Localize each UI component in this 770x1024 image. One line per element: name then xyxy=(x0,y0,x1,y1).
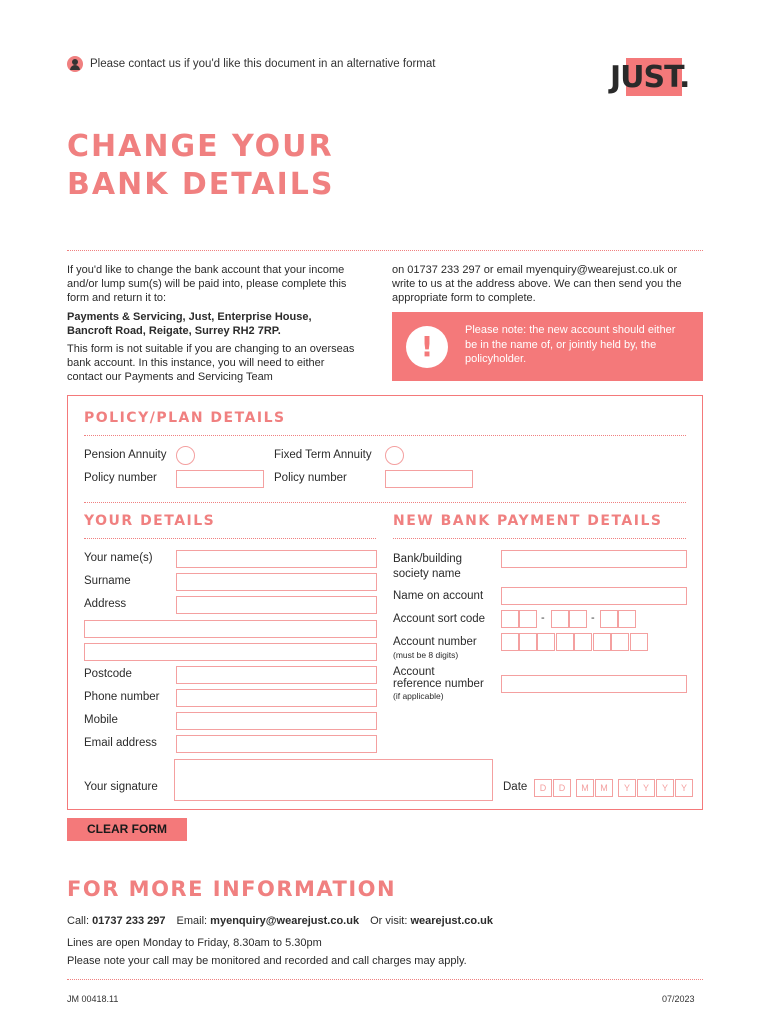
document-date: 07/2023 xyxy=(662,994,695,1004)
fixed-term-annuity-radio[interactable] xyxy=(385,446,404,465)
surname-field[interactable] xyxy=(176,573,377,591)
mobile-label: Mobile xyxy=(84,714,118,726)
policy-section-title: POLICY/PLAN DETAILS xyxy=(84,410,286,426)
account-number-digit[interactable] xyxy=(537,633,555,651)
date-digit[interactable]: Y xyxy=(637,779,655,797)
notice-text: Please contact us if you'd like this document in an alternative format xyxy=(90,58,436,70)
sort-code-digit[interactable] xyxy=(600,610,618,628)
phone-label: Phone number xyxy=(84,691,160,703)
account-number-digit[interactable] xyxy=(519,633,537,651)
contact-line: Call: 01737 233 297 Email: myenquiry@wearejust.co.uk Or visit: wearejust.co.uk xyxy=(67,915,494,927)
account-number-digit[interactable] xyxy=(556,633,574,651)
signature-label: Your signature xyxy=(84,781,158,793)
pension-annuity-radio[interactable] xyxy=(176,446,195,465)
pension-annuity-label: Pension Annuity xyxy=(84,449,167,461)
account-name-label: Name on account xyxy=(393,590,484,602)
address-line3-field[interactable] xyxy=(84,643,377,661)
date-digit[interactable]: M xyxy=(576,779,594,797)
note-text: Please note: the new account should either be in the name of, or jointly held by, the policyholder. xyxy=(465,324,676,365)
date-digit[interactable]: M xyxy=(595,779,613,797)
page-title: CHANGE YOUR BANK DETAILS xyxy=(67,129,335,202)
divider xyxy=(67,979,703,980)
email-link[interactable]: myenquiry@wearejust.co.uk xyxy=(210,915,360,927)
account-number-digit[interactable] xyxy=(574,633,592,651)
signature-field[interactable] xyxy=(174,759,493,801)
more-info-title: FOR MORE INFORMATION xyxy=(67,877,397,901)
your-names-field[interactable] xyxy=(176,550,377,568)
surname-label: Surname xyxy=(84,575,131,587)
account-number-hint: (must be 8 digits) xyxy=(393,650,459,660)
reference-label: Account reference number xyxy=(393,666,484,690)
divider xyxy=(84,502,686,503)
postcode-label: Postcode xyxy=(84,668,132,680)
return-address: Payments & Servicing, Just, Enterprise House, Bancroft Road, Reigate, Surrey RH2 7RP. xyxy=(67,311,312,337)
divider xyxy=(84,538,376,539)
sort-code-label: Account sort code xyxy=(393,613,486,625)
exclamation-icon: ! xyxy=(406,326,448,368)
email-label: Email address xyxy=(84,737,157,749)
fixed-term-policy-number-field[interactable] xyxy=(385,470,473,488)
date-label: Date xyxy=(503,781,528,793)
postcode-field[interactable] xyxy=(176,666,377,684)
sort-code-digit[interactable] xyxy=(501,610,519,628)
fixed-term-annuity-label: Fixed Term Annuity xyxy=(274,449,372,461)
website-link[interactable]: wearejust.co.uk xyxy=(410,915,494,927)
account-number-digit[interactable] xyxy=(630,633,648,651)
account-number-digit[interactable] xyxy=(611,633,629,651)
alternative-format-notice xyxy=(67,56,435,72)
sort-code-digit[interactable] xyxy=(519,610,537,628)
account-number-digit[interactable] xyxy=(593,633,611,651)
address-line2-field[interactable] xyxy=(84,620,377,638)
policyholder-note xyxy=(392,312,703,381)
just-logo: JUST. xyxy=(610,60,690,95)
overseas-paragraph: This form is not suitable if you are changing to an overseas bank account. In this instance, you will need to either contact our Payments and Servicing Team xyxy=(67,343,355,383)
reference-hint: (if applicable) xyxy=(393,691,444,701)
bank-details-title: NEW BANK PAYMENT DETAILS xyxy=(393,513,663,529)
sort-code-digit[interactable] xyxy=(618,610,636,628)
person-icon xyxy=(67,56,83,72)
mobile-field[interactable] xyxy=(176,712,377,730)
account-number-label: Account number xyxy=(393,636,477,648)
pension-policy-number-field[interactable] xyxy=(176,470,264,488)
opening-hours: Lines are open Monday to Friday, 8.30am to 5.30pm xyxy=(67,937,322,949)
phone-number: 01737 233 297 xyxy=(92,915,166,927)
intro-paragraph: If you'd like to change the bank account that your income and/or lump sum(s) will be paid into, please complete this form and return it to: xyxy=(67,264,347,304)
policy-number-label: Policy number xyxy=(84,472,157,484)
account-number-field xyxy=(501,633,649,652)
date-digit[interactable]: Y xyxy=(675,779,693,797)
account-name-field[interactable] xyxy=(501,587,687,605)
date-digit[interactable]: Y xyxy=(656,779,674,797)
date-digit[interactable]: Y xyxy=(618,779,636,797)
call-recording-notice: Please note your call may be monitored and recorded and call charges may apply. xyxy=(67,955,467,967)
document-code: JM 00418.11 xyxy=(67,994,119,1004)
sort-code-digit[interactable] xyxy=(569,610,587,628)
account-number-digit[interactable] xyxy=(501,633,519,651)
your-names-label: Your name(s) xyxy=(84,552,153,564)
email-field[interactable] xyxy=(176,735,377,753)
phone-field[interactable] xyxy=(176,689,377,707)
bank-name-field[interactable] xyxy=(501,550,687,568)
date-digit[interactable]: D xyxy=(553,779,571,797)
address-line1-field[interactable] xyxy=(176,596,377,614)
date-digit[interactable]: D xyxy=(534,779,552,797)
address-label: Address xyxy=(84,598,127,610)
policy-number-label: Policy number xyxy=(274,472,347,484)
date-field xyxy=(534,779,688,798)
divider xyxy=(67,250,703,251)
divider xyxy=(84,435,686,436)
sort-code-field: - - xyxy=(501,610,641,629)
bank-name-label: Bank/building society name xyxy=(393,553,463,580)
your-details-title: YOUR DETAILS xyxy=(84,513,216,529)
reference-field[interactable] xyxy=(501,675,687,693)
divider xyxy=(393,538,686,539)
clear-form-button[interactable]: CLEAR FORM xyxy=(67,818,187,841)
contact-paragraph: on 01737 233 297 or email myenquiry@wearejust.co.uk or write to us at the address above. We can then send you the appropriate form to complete. xyxy=(392,264,682,304)
sort-code-digit[interactable] xyxy=(551,610,569,628)
